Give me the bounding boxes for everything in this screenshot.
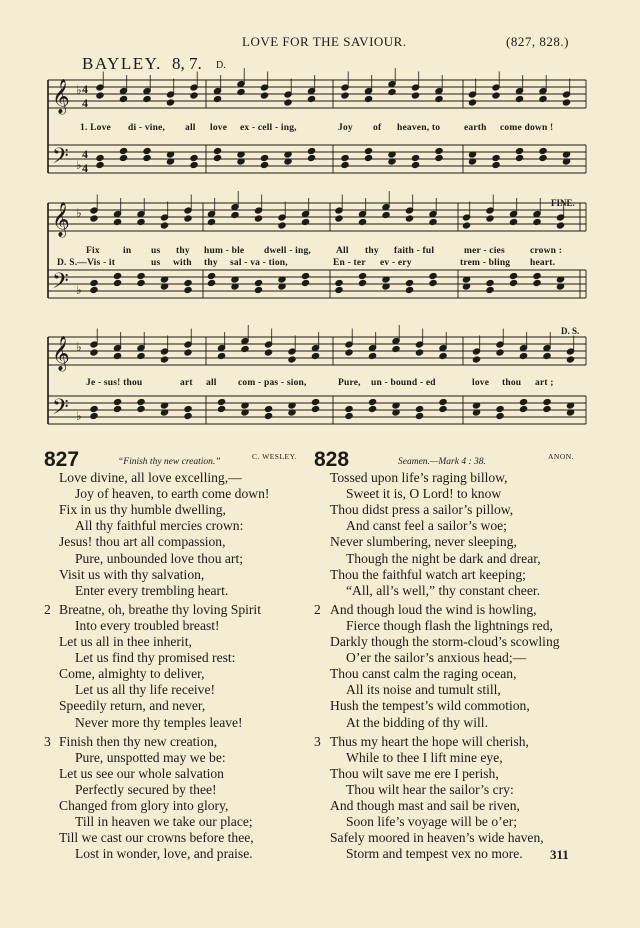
note-head: [207, 272, 215, 279]
verse-line: O’er the sailor’s anxious head;—: [346, 650, 527, 666]
verse-line: Lost in wonder, love, and praise.: [75, 846, 253, 862]
lyric-syllable: all: [185, 123, 196, 133]
lyric-syllable: in: [123, 246, 132, 256]
lyric-syllable: di - vine,: [128, 123, 166, 133]
note-head: [335, 279, 343, 286]
verse-line: Breatne, oh, breathe thy loving Spirit: [59, 601, 261, 617]
note-head: [472, 356, 480, 363]
note-head: [341, 154, 349, 161]
note-head: [264, 405, 272, 412]
note-head: [143, 154, 151, 161]
note-head: [301, 279, 309, 286]
lyric-syllable: Je - sus! thou: [86, 378, 143, 388]
note-head: [439, 352, 447, 359]
note-head: [392, 345, 400, 352]
note-head: [137, 398, 145, 405]
note-head: [96, 92, 104, 99]
lyric-syllable: us: [151, 258, 161, 268]
note-head: [307, 95, 315, 102]
lyric-syllable: 1. Love: [80, 123, 111, 133]
verse-line: Joy of heaven, to earth come down!: [75, 486, 270, 502]
note-head: [341, 92, 349, 99]
note-head: [160, 222, 168, 229]
verse-line: Love divine, all love excelling,—: [59, 470, 242, 485]
note-head: [217, 398, 225, 405]
verse-line: “All, all’s well,” thy constant cheer.: [346, 582, 541, 598]
verse-line: Thou canst calm the raging ocean,: [330, 666, 517, 682]
lyric-syllable: heaven, to: [397, 123, 441, 133]
note-head: [184, 349, 192, 356]
verse-line: Perfectly secured by thee!: [75, 781, 217, 797]
note-head: [113, 272, 121, 279]
verse-line: Sweet it is, O Lord! to know: [346, 486, 502, 502]
lyric-syllable: thy: [365, 246, 379, 256]
note-head: [492, 161, 500, 168]
note-head: [311, 405, 319, 412]
lyric-syllable: faith - ful: [394, 246, 435, 256]
note-head: [405, 286, 413, 293]
note-head: [415, 412, 423, 419]
note-head: [519, 405, 527, 412]
note-head: [260, 154, 268, 161]
lyric-syllable: thou: [502, 378, 522, 388]
note-head: [556, 222, 564, 229]
note-head: [539, 147, 547, 154]
flat-sign: ♭: [76, 206, 82, 220]
verse-line: Pure, unspotted may we be:: [75, 749, 226, 765]
verse-line: Finish then thy new creation,: [59, 733, 218, 749]
verse-line: Into every troubled breast!: [75, 617, 220, 633]
note-head: [307, 147, 315, 154]
note-head: [311, 352, 319, 359]
verse-line: All thy faithful mercies crown:: [75, 518, 244, 534]
note-head: [213, 147, 221, 154]
note-head: [184, 215, 192, 222]
note-head: [119, 95, 127, 102]
note-head: [301, 218, 309, 225]
note-head: [90, 286, 98, 293]
verse-line: Never more thy temples leave!: [75, 714, 243, 730]
flat-sign: ♭: [76, 340, 82, 354]
note-head: [335, 286, 343, 293]
note-head: [190, 161, 198, 168]
music-score: [0, 0, 640, 440]
lyric-syllable: Pure,: [338, 378, 361, 388]
verse-line: Speedily return, and never,: [59, 698, 206, 714]
note-head: [415, 405, 423, 412]
note-head: [137, 218, 145, 225]
note-head: [90, 412, 98, 419]
note-head: [260, 161, 268, 168]
note-head: [307, 154, 315, 161]
note-head: [335, 215, 343, 222]
note-head: [492, 154, 500, 161]
note-head: [562, 99, 570, 106]
note-head: [288, 356, 296, 363]
lyric-syllable: thy: [204, 258, 218, 268]
lyric-syllable: trem - bling: [460, 258, 511, 268]
bass-clef: 𝄢: [52, 269, 69, 299]
treble-clef: 𝄞: [52, 336, 70, 371]
note-head: [119, 147, 127, 154]
note-head: [468, 99, 476, 106]
note-head: [533, 279, 541, 286]
verse-line: Let us all thy life receive!: [75, 682, 216, 698]
note-head: [486, 279, 494, 286]
hymn-827-author: C. WESLEY.: [252, 452, 297, 461]
note-head: [435, 95, 443, 102]
lyric-syllable: com - pas - sion,: [238, 378, 307, 388]
bass-clef: 𝄢: [52, 395, 69, 425]
note-head: [515, 154, 523, 161]
note-head: [213, 154, 221, 161]
note-head: [207, 279, 215, 286]
note-head: [539, 95, 547, 102]
verse-number: 3: [44, 733, 51, 749]
lyric-syllable: crown :: [530, 246, 563, 256]
note-head: [311, 398, 319, 405]
note-head: [345, 405, 353, 412]
verse-line: Till in heaven we take our place;: [75, 814, 253, 830]
verse-line: Jesus! thou art all compassion,: [59, 534, 226, 550]
note-head: [519, 352, 527, 359]
flat-sign: ♭: [76, 158, 82, 172]
note-head: [137, 352, 145, 359]
note-head: [119, 154, 127, 161]
note-head: [137, 279, 145, 286]
note-head: [435, 147, 443, 154]
note-head: [496, 412, 504, 419]
note-head: [429, 279, 437, 286]
note-head: [496, 405, 504, 412]
note-head: [364, 147, 372, 154]
verse-line: And though mast and sail be riven,: [330, 798, 520, 813]
note-head: [184, 405, 192, 412]
verse-line: Thus my heart the hope will cherish,: [330, 733, 529, 749]
verse-line: While to thee I lift mine eye,: [346, 749, 503, 765]
flat-sign: ♭: [76, 283, 82, 297]
note-head: [509, 218, 517, 225]
page-number: 311: [550, 847, 569, 862]
lyric-syllable: thy: [176, 246, 190, 256]
verse-line: Fix in us thy humble dwelling,: [59, 502, 226, 518]
lyric-syllable: hum - ble: [204, 246, 245, 256]
note-head: [382, 211, 390, 218]
note-head: [113, 398, 121, 405]
note-head: [184, 279, 192, 286]
note-head: [90, 215, 98, 222]
verse-number: 3: [314, 733, 321, 749]
note-head: [143, 147, 151, 154]
note-head: [486, 215, 494, 222]
note-head: [543, 398, 551, 405]
note-head: [90, 405, 98, 412]
verse-line: And canst feel a sailor’s woe;: [346, 518, 507, 534]
note-head: [462, 222, 470, 229]
lyric-syllable: Fix: [86, 246, 100, 256]
verse-line: Thou the faithful watch art keeping;: [330, 566, 526, 582]
running-title: LOVE FOR THE SAVIOUR.: [242, 34, 407, 49]
verse-line: Though the night be dark and drear,: [346, 550, 541, 566]
note-head: [486, 286, 494, 293]
lyric-syllable: ev - ery: [380, 258, 412, 268]
treble-clef: 𝄞: [52, 202, 70, 237]
note-head: [364, 154, 372, 161]
verse-line: Hush the tempest’s wild commotion,: [330, 698, 530, 714]
note-head: [429, 272, 437, 279]
note-head: [301, 272, 309, 279]
note-head: [515, 95, 523, 102]
note-head: [435, 154, 443, 161]
note-head: [364, 95, 372, 102]
note-head: [190, 92, 198, 99]
hymn-827-reference: “Finish thy new creation.”: [118, 457, 221, 467]
note-head: [90, 349, 98, 356]
treble-clef: 𝄞: [52, 79, 70, 114]
note-head: [90, 279, 98, 286]
note-head: [566, 356, 574, 363]
note-head: [217, 405, 225, 412]
note-head: [492, 92, 500, 99]
lyric-syllable: come down !: [500, 123, 554, 133]
lyric-syllable: us: [151, 246, 161, 256]
verse-line: Let us see our whole salvation: [59, 765, 224, 781]
lyric-syllable: art: [180, 378, 193, 388]
note-head: [411, 92, 419, 99]
verse-line: Fierce though flash the lightnings red,: [346, 617, 553, 633]
verse-line: Soon life’s voyage will be o’er;: [346, 814, 518, 830]
bass-clef: 𝄢: [52, 144, 69, 174]
note-head: [231, 211, 239, 218]
note-head: [368, 398, 376, 405]
note-head: [278, 222, 286, 229]
note-head: [254, 286, 262, 293]
verse-line: Enter every trembling heart.: [75, 582, 229, 598]
note-head: [509, 272, 517, 279]
tune-name: BAYLEY.: [82, 54, 162, 73]
time-signature: 4: [82, 82, 88, 96]
lyric-syllable: dwell - ing,: [264, 246, 312, 256]
note-head: [264, 349, 272, 356]
lyric-syllable: All: [336, 246, 349, 256]
note-head: [415, 349, 423, 356]
note-head: [405, 279, 413, 286]
note-head: [358, 272, 366, 279]
verse-line: Changed from glory into glory,: [59, 798, 229, 813]
lyric-syllable: with: [173, 258, 192, 268]
note-head: [137, 272, 145, 279]
time-signature: 4: [82, 147, 88, 161]
verse-line: Thou wilt hear the sailor’s cry:: [346, 781, 514, 797]
note-head: [190, 154, 198, 161]
verse-line: Never slumbering, never sleeping,: [330, 534, 517, 550]
note-head: [388, 88, 396, 95]
time-signature: 4: [82, 96, 88, 110]
note-head: [341, 161, 349, 168]
note-head: [533, 218, 541, 225]
verse-line: Pure, unbounded love thou art;: [75, 550, 244, 566]
tune-meter: 8, 7.: [172, 54, 202, 73]
note-head: [358, 279, 366, 286]
note-head: [429, 218, 437, 225]
hymn-828-number: 828: [314, 448, 350, 471]
lyric-syllable: love: [210, 123, 228, 133]
note-head: [345, 349, 353, 356]
note-head: [184, 286, 192, 293]
note-head: [213, 95, 221, 102]
lyric-syllable: love: [472, 378, 490, 388]
note-head: [254, 279, 262, 286]
note-head: [368, 405, 376, 412]
lyric-syllable: earth: [464, 123, 487, 133]
note-head: [345, 412, 353, 419]
note-head: [241, 345, 249, 352]
note-head: [260, 92, 268, 99]
note-head: [96, 161, 104, 168]
verse-line: Storm and tempest vex no more.: [346, 846, 523, 862]
note-head: [237, 88, 245, 95]
note-head: [496, 349, 504, 356]
verse-line: Darkly though the storm-cloud’s scowling: [330, 634, 560, 649]
note-head: [405, 215, 413, 222]
note-head: [113, 279, 121, 286]
note-head: [264, 412, 272, 419]
note-head: [207, 218, 215, 225]
verse-line: All its noise and tumult still,: [346, 682, 501, 698]
lyric-syllable: all: [206, 378, 217, 388]
note-head: [539, 154, 547, 161]
lyric-syllable: sal - va - tion,: [230, 258, 288, 268]
verse-line: At the bidding of thy will.: [346, 714, 488, 730]
hymn-number-range: (827, 828.): [506, 34, 569, 49]
note-head: [96, 154, 104, 161]
verse-number: 2: [44, 601, 51, 617]
verse-line: Come, almighty to deliver,: [59, 666, 205, 682]
fine-marking: FINE.: [551, 198, 575, 208]
tune-meter-suffix: D.: [216, 60, 226, 71]
hymn-827-number: 827: [44, 448, 80, 471]
dal-segno-marking: D. S.: [561, 326, 580, 336]
time-signature: 4: [82, 161, 88, 175]
note-head: [411, 161, 419, 168]
note-head: [543, 352, 551, 359]
verse-line: Safely moored in heaven’s wide haven,: [330, 830, 544, 846]
verse-number: 2: [314, 601, 321, 617]
flat-sign: ♭: [76, 409, 82, 423]
note-head: [166, 99, 174, 106]
lyric-syllable: D. S.—Vis - it: [57, 258, 116, 268]
lyric-syllable: Joy: [338, 123, 353, 133]
note-head: [184, 412, 192, 419]
note-head: [254, 215, 262, 222]
flat-sign: ♭: [76, 83, 82, 97]
verse-line: And though loud the wind is howling,: [330, 601, 537, 617]
verse-line: Till we cast our crowns before thee,: [59, 830, 254, 846]
lyric-syllable: En - ter: [333, 258, 366, 268]
note-head: [509, 279, 517, 286]
note-head: [217, 352, 225, 359]
verse-line: Thou didst press a sailor’s pillow,: [330, 502, 514, 518]
verse-line: Thou wilt save me ere I perish,: [330, 765, 499, 781]
hymn-828-author: ANON.: [548, 452, 575, 461]
note-head: [368, 352, 376, 359]
lyric-syllable: heart.: [530, 258, 556, 268]
note-head: [137, 405, 145, 412]
note-head: [284, 99, 292, 106]
verse-line: Let us all in thee inherit,: [59, 634, 192, 649]
note-head: [143, 95, 151, 102]
lyric-syllable: mer - cies: [464, 246, 505, 256]
note-head: [113, 352, 121, 359]
note-head: [411, 154, 419, 161]
lyric-syllable: un - bound - ed: [371, 378, 436, 388]
note-head: [113, 405, 121, 412]
note-head: [515, 147, 523, 154]
note-head: [439, 405, 447, 412]
verse-line: Visit us with thy salvation,: [59, 566, 205, 582]
note-head: [113, 218, 121, 225]
note-head: [439, 398, 447, 405]
lyric-syllable: art ;: [535, 378, 554, 388]
hymn-828-reference: Seamen.—Mark 4 : 38.: [398, 457, 486, 467]
note-head: [358, 218, 366, 225]
note-head: [543, 405, 551, 412]
verse-line: Tossed upon life’s raging billow,: [330, 470, 508, 485]
note-head: [519, 398, 527, 405]
lyric-syllable: of: [373, 123, 382, 133]
verse-line: Let us find thy promised rest:: [75, 650, 236, 666]
lyric-syllable: ex - cell - ing,: [240, 123, 297, 133]
note-head: [533, 272, 541, 279]
note-head: [160, 356, 168, 363]
